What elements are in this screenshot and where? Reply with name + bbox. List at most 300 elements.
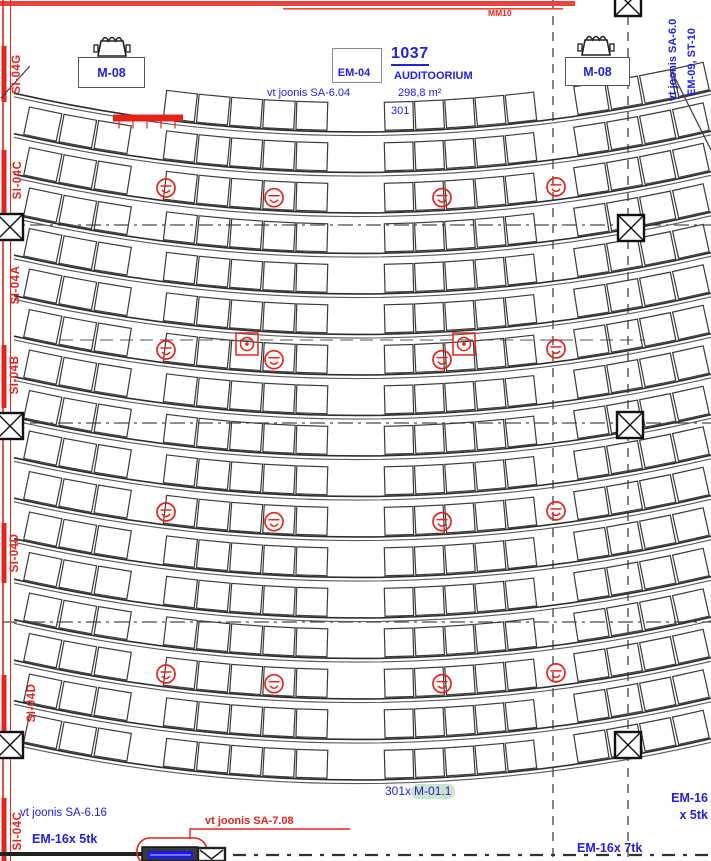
column-marker — [615, 0, 641, 16]
seat — [59, 195, 97, 229]
seat — [230, 583, 263, 613]
m08-right-label: M-08 — [583, 64, 612, 79]
ref-drawing-sa708: vt joonis SA-7.08 — [205, 815, 294, 827]
seat — [505, 740, 536, 771]
seat — [197, 256, 231, 287]
seat — [414, 384, 444, 413]
seat — [445, 584, 475, 614]
em16-right-line2: x 5tk — [679, 808, 708, 822]
seat — [163, 495, 197, 526]
seat — [24, 553, 62, 587]
seat — [230, 138, 263, 168]
seat — [263, 221, 295, 251]
seat — [197, 216, 231, 247]
seat — [673, 548, 710, 582]
left-duct-highlight — [2, 798, 7, 861]
seat — [414, 262, 444, 291]
seat — [163, 455, 197, 486]
column-marker — [615, 732, 641, 758]
seat — [640, 637, 676, 671]
row-guide-arc-inner — [14, 297, 711, 338]
seat — [59, 398, 97, 432]
seat — [673, 427, 710, 461]
seat — [574, 649, 609, 681]
seat — [24, 512, 62, 546]
speaker-symbol-part — [438, 200, 446, 203]
projector-icon-part — [98, 41, 126, 56]
seat — [445, 138, 475, 168]
seat — [607, 238, 643, 271]
seat — [263, 100, 295, 130]
seat — [94, 647, 131, 680]
seat — [445, 705, 475, 735]
projector-icon-part — [610, 44, 614, 51]
duct-label-si04d-1: SI-04D — [9, 533, 21, 573]
seat — [163, 252, 197, 283]
speaker-symbol-part — [438, 524, 446, 527]
seat — [475, 95, 506, 125]
seat — [94, 161, 131, 194]
speaker-symbol-part — [547, 178, 565, 196]
seat — [505, 133, 536, 164]
seat — [197, 175, 231, 206]
row-guide-arc-inner — [14, 175, 711, 216]
seat — [296, 628, 328, 657]
row-guide-arc-inner — [14, 702, 711, 743]
seat — [505, 700, 536, 731]
seat — [24, 107, 62, 141]
seat — [673, 143, 710, 177]
seat — [230, 664, 263, 694]
projector-icon-part — [582, 40, 610, 55]
row-guide-arc-inner — [14, 580, 711, 621]
seat — [445, 543, 475, 573]
seat — [673, 224, 710, 258]
speaker-symbol-part — [270, 362, 278, 365]
seat — [475, 257, 506, 287]
seat — [59, 317, 97, 351]
seat — [296, 547, 328, 576]
seat — [94, 242, 131, 275]
ref-right-em09: EM-09, ST-10 — [686, 28, 698, 96]
speaker-symbol-part — [552, 513, 560, 516]
seat — [197, 459, 231, 490]
speaker-symbol-part — [552, 351, 560, 354]
speaker-symbol-part — [265, 189, 283, 207]
seat — [505, 416, 536, 447]
room-number: 1037 — [391, 45, 429, 66]
seat — [445, 624, 475, 654]
seat — [574, 487, 609, 519]
seat — [197, 621, 231, 652]
speaker-symbol-part — [433, 189, 451, 207]
speaker-symbol-part — [433, 351, 451, 369]
seat — [445, 260, 475, 290]
seat — [640, 475, 676, 509]
speaker-symbol — [433, 513, 451, 531]
seat — [673, 346, 710, 380]
seat — [574, 406, 609, 438]
seat — [24, 391, 62, 425]
seat — [475, 662, 506, 692]
seat — [197, 337, 231, 368]
seat — [94, 121, 131, 154]
seat — [384, 588, 413, 617]
seat — [296, 749, 328, 778]
seat — [197, 499, 231, 530]
seat — [59, 600, 97, 634]
seat — [414, 748, 444, 777]
seat — [197, 661, 231, 692]
projector-icon-part — [94, 45, 98, 52]
seat — [607, 279, 643, 312]
seat — [673, 710, 710, 744]
ref-drawing-sa604: vt joonis SA-6.04 — [267, 87, 351, 99]
seat — [24, 269, 62, 303]
seat — [607, 481, 643, 514]
seat — [59, 155, 97, 189]
seat — [59, 681, 97, 715]
em04-label: EM-04 — [337, 67, 371, 79]
seat — [230, 219, 263, 249]
seat — [163, 131, 197, 162]
seat — [475, 379, 506, 409]
em04-equipment-box — [332, 48, 382, 83]
seat — [445, 381, 475, 411]
projector-icon-part — [126, 45, 130, 52]
seat — [384, 264, 413, 293]
seat — [475, 581, 506, 611]
seat — [24, 472, 62, 506]
seat — [59, 114, 97, 148]
seat — [230, 543, 263, 573]
seat — [640, 313, 676, 347]
ref-right-sa60: vt joonis SA-6.0 — [667, 18, 679, 102]
speaker-symbol — [433, 675, 451, 693]
speaker-symbol-part — [433, 513, 451, 531]
seat — [673, 467, 710, 501]
seat — [673, 589, 710, 623]
seat — [445, 98, 475, 128]
seat — [230, 178, 263, 208]
room-capacity: 301 — [391, 105, 410, 117]
seat — [230, 381, 263, 411]
seat — [475, 136, 506, 166]
seat — [163, 657, 197, 688]
seat — [607, 603, 643, 636]
seat — [263, 464, 295, 494]
seat — [607, 522, 643, 555]
speaker-symbol-part — [270, 200, 278, 203]
seat — [384, 345, 413, 374]
seat — [230, 462, 263, 492]
seat — [384, 385, 413, 414]
seat — [505, 173, 536, 204]
top-wall-line — [0, 1, 575, 6]
seat — [94, 283, 131, 316]
speaker-symbol-part — [433, 675, 451, 693]
row-guide-arc-inner — [14, 337, 711, 378]
seat — [475, 176, 506, 206]
speaker-symbol-part — [162, 190, 170, 193]
speaker-symbol — [547, 664, 565, 682]
row-guide-arc-inner — [14, 216, 711, 257]
seat — [94, 526, 131, 559]
seat — [574, 446, 609, 478]
seat — [59, 641, 97, 675]
row-guide-arc-inner — [14, 661, 711, 702]
seat — [673, 305, 710, 339]
seat — [296, 101, 328, 130]
seat — [296, 223, 328, 252]
seat — [414, 303, 444, 332]
seat — [475, 338, 506, 368]
seat — [296, 344, 328, 373]
seat — [640, 434, 676, 468]
seat — [263, 626, 295, 656]
seat — [607, 319, 643, 352]
speaker-symbol — [265, 351, 283, 369]
seat — [197, 378, 231, 409]
seat — [574, 730, 609, 762]
seat — [197, 702, 231, 733]
seat — [263, 262, 295, 292]
speaker-symbol — [433, 189, 451, 207]
seat — [230, 624, 263, 654]
seat — [163, 333, 197, 364]
speaker-symbol — [547, 502, 565, 520]
speaker-symbol — [265, 513, 283, 531]
seat — [445, 422, 475, 452]
seat — [414, 100, 444, 129]
duct-label-si04b: SI-04B — [9, 355, 21, 395]
seat — [414, 586, 444, 615]
seat — [640, 151, 676, 185]
m08-right-box — [565, 57, 630, 86]
seat — [475, 298, 506, 328]
seat — [59, 276, 97, 310]
seat — [163, 414, 197, 445]
speaker-symbol — [265, 189, 283, 207]
seat — [163, 536, 197, 567]
seat — [296, 668, 328, 697]
seat — [414, 222, 444, 251]
seat — [505, 214, 536, 245]
seat — [94, 364, 131, 397]
seat — [673, 184, 710, 218]
seat — [475, 703, 506, 733]
seat-count-prefix: 301x — [385, 784, 412, 798]
seat — [94, 445, 131, 478]
seat — [263, 302, 295, 332]
seat — [59, 236, 97, 270]
seat — [475, 500, 506, 530]
em16-right-line1: EM-16 — [671, 791, 708, 805]
row-guide-arc-inner — [14, 621, 711, 662]
seat — [384, 426, 413, 455]
m08-left-box — [78, 57, 145, 88]
speaker-symbol-part — [547, 664, 565, 682]
left-duct-highlight — [2, 345, 7, 408]
seat — [574, 689, 609, 721]
row-guide-arc-inner — [14, 135, 711, 176]
seat — [475, 460, 506, 490]
duct-label-si04c: SI-04C — [12, 160, 24, 200]
seat — [384, 750, 413, 779]
seat — [163, 576, 197, 607]
row-guide-arc-inner — [14, 418, 711, 459]
seat — [296, 466, 328, 495]
seat — [296, 182, 328, 211]
top-wall-line-2 — [283, 8, 563, 10]
projector-icon-part — [578, 44, 582, 51]
speaker-symbol-part — [552, 675, 560, 678]
ref-drawing-sa616: vt joonis SA-6.16 — [20, 807, 107, 819]
seat — [163, 374, 197, 405]
seat — [673, 508, 710, 542]
seat — [445, 462, 475, 492]
seat — [230, 97, 263, 127]
red-highlight-bar — [113, 115, 183, 122]
seat — [384, 223, 413, 252]
row-guide-arc-inner — [14, 499, 711, 540]
projector-icon — [578, 37, 614, 56]
seat — [505, 578, 536, 609]
seat — [574, 82, 609, 114]
seat — [505, 376, 536, 407]
seat — [94, 566, 131, 599]
seat — [445, 300, 475, 330]
seat-count-label — [385, 784, 455, 798]
seat — [475, 541, 506, 571]
room-name: AUDITOORIUM — [394, 70, 473, 82]
seat — [384, 507, 413, 536]
seat — [445, 746, 475, 776]
column-marker — [0, 732, 23, 758]
duct-label-si04a: SI-04A — [10, 265, 22, 305]
seat — [640, 556, 676, 590]
leader-line — [190, 829, 350, 839]
seat — [505, 254, 536, 285]
speaker-symbol-part — [265, 675, 283, 693]
speaker-symbol-part — [547, 340, 565, 358]
seat — [574, 163, 609, 195]
seat — [640, 515, 676, 549]
seat — [505, 659, 536, 690]
seat — [384, 466, 413, 495]
seat — [24, 229, 62, 263]
m08-left-label: M-08 — [97, 65, 126, 80]
seat — [263, 707, 295, 737]
seat — [24, 431, 62, 465]
seat — [263, 424, 295, 454]
seat — [94, 688, 131, 721]
speaker-symbol-part — [265, 351, 283, 369]
em16-left-label: EM-16x 5tk — [32, 832, 98, 846]
seat — [296, 263, 328, 292]
projector-icon — [94, 38, 130, 57]
speaker-symbol — [547, 340, 565, 358]
seat — [505, 538, 536, 569]
seat — [197, 580, 231, 611]
seat — [24, 350, 62, 384]
seat — [414, 141, 444, 170]
seat — [263, 383, 295, 413]
seat — [197, 297, 231, 328]
seat — [59, 519, 97, 553]
row-guide-arc-inner — [14, 378, 711, 419]
seat — [94, 404, 131, 437]
em16-bottom-label: EM-16x 7tk — [577, 841, 643, 855]
seat — [263, 545, 295, 575]
seat — [574, 365, 609, 397]
seat — [574, 203, 609, 235]
row-guide-arc-inner — [14, 742, 711, 783]
seat — [574, 122, 609, 154]
seat — [475, 419, 506, 449]
left-duct-highlight — [2, 675, 7, 733]
speaker-symbol — [547, 178, 565, 196]
seat — [475, 622, 506, 652]
seat — [607, 562, 643, 595]
seat — [607, 360, 643, 393]
seat — [475, 217, 506, 247]
seat — [673, 386, 710, 420]
seat — [296, 709, 328, 738]
room-area: 298,8 m² — [398, 87, 442, 99]
row-guide-arc-inner — [14, 540, 711, 581]
seat — [59, 438, 97, 472]
seat — [505, 619, 536, 650]
seat — [163, 212, 197, 243]
seat — [414, 424, 444, 453]
seat — [197, 94, 231, 125]
seat — [59, 357, 97, 391]
seat — [59, 479, 97, 513]
seat — [163, 698, 197, 729]
speaker-symbol-part — [270, 524, 278, 527]
seat — [263, 586, 295, 616]
seat — [505, 457, 536, 488]
seat — [296, 142, 328, 171]
duct-label-si04g: SI-04G — [11, 54, 23, 94]
seat — [230, 300, 263, 330]
seat — [414, 465, 444, 494]
detector-symbol — [236, 333, 258, 355]
speaker-symbol-part — [265, 513, 283, 531]
seat — [296, 385, 328, 414]
speaker-symbol — [433, 351, 451, 369]
seat — [230, 705, 263, 735]
seat — [607, 157, 643, 190]
detector-symbol-part — [462, 342, 466, 346]
seat — [640, 394, 676, 428]
seat — [384, 183, 413, 212]
row-guide-arc-inner — [14, 256, 711, 297]
row-guide-arc-inner — [14, 459, 711, 500]
note-mm10: MM10 — [488, 8, 512, 18]
seat — [475, 743, 506, 773]
seat — [505, 295, 536, 326]
seat — [640, 596, 676, 630]
seat — [445, 219, 475, 249]
seat — [263, 748, 295, 778]
seat — [94, 728, 131, 761]
seat — [574, 608, 609, 640]
seat — [574, 325, 609, 357]
column-marker — [617, 412, 643, 438]
speaker-symbol-part — [438, 686, 446, 689]
